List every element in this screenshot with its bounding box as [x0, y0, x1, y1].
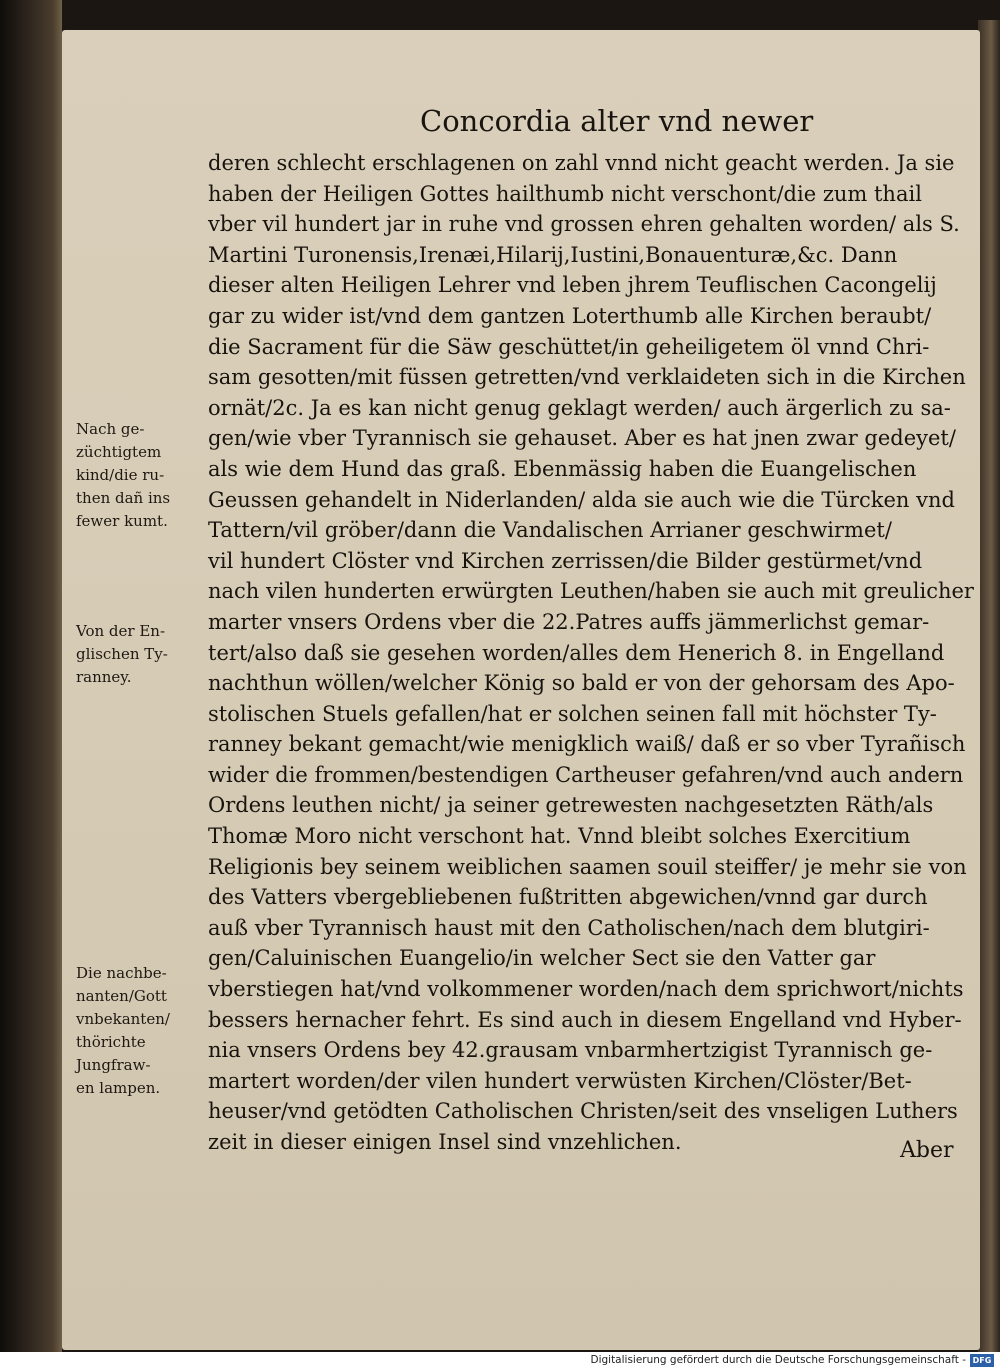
- text-line: ornät/2c. Ja es kan nicht genug geklagt werden/ auch ärgerlich zu sa-: [208, 395, 951, 420]
- text-line: sam gesotten/mit füssen getretten/vnd verklaideten sich in die Kirchen: [208, 365, 966, 390]
- margin-note-line: kind/die ru-: [76, 466, 165, 484]
- text-line: haben der Heiligen Gottes hailthumb nicht verschont/die zum thail: [208, 181, 922, 206]
- text-line: vil hundert Clöster vnd Kirchen zerrissen/die Bilder gestürmet/vnd: [208, 548, 923, 573]
- margin-note-line: Nach ge-: [76, 420, 145, 438]
- margin-note-1: [76, 418, 206, 533]
- text-line: des Vatters vbergebliebenen fußtritten abgewichen/vnnd gar durch: [208, 885, 928, 910]
- book-binding: [0, 0, 62, 1352]
- margin-note-line: vnbekanten/: [76, 1010, 170, 1028]
- text-line: marter vnsers Ordens vber die 22.Patres auffs jämmerlichst gemar-: [208, 609, 930, 634]
- text-line: deren schlecht erschlagenen on zahl vnnd nicht geacht werden. Ja sie: [208, 151, 955, 175]
- text-line: vberstiegen hat/vnd volkommener worden/nach dem sprichwort/nichts: [208, 977, 964, 1002]
- text-line: zeit in dieser einigen Insel sind vnzehlichen.: [208, 1130, 682, 1154]
- text-line: Ordens leuthen nicht/ ja seiner getrewesten nachgesetzten Räth/als: [208, 793, 934, 818]
- text-line: dieser alten Heiligen Lehrer vnd leben jhrem Teuflischen Cacongelij: [208, 273, 937, 298]
- catchword: Aber: [900, 1138, 954, 1163]
- margin-note-line: nanten/Gott: [76, 987, 167, 1005]
- margin-note-3: [76, 962, 206, 1100]
- body-text: [208, 148, 974, 1158]
- margin-note-line: then dañ ins: [76, 489, 171, 507]
- text-line: Tattern/vil gröber/dann die Vandalischen Arrianer geschwirmet/: [208, 518, 892, 543]
- text-line: wider die frommen/bestendigen Cartheuser gefahren/vnd auch andern: [208, 762, 964, 787]
- text-line: nia vnsers Ordens bey 42.grausam vnbarmhertzigist Tyrannisch ge-: [208, 1038, 933, 1063]
- text-line: stolischen Stuels gefallen/hat er solchen seinen fall mit höchster Ty-: [208, 701, 937, 726]
- text-line: Martini Turonensis,Irenæi,Hilarij,Iustini,Bonauenturæ,&c. Dann: [208, 242, 898, 267]
- text-line: heuser/vnd getödten Catholischen Christen/seit des vnseligen Luthers: [208, 1099, 958, 1124]
- text-line: als wie dem Hund das graß. Ebenmässig haben die Euangelischen: [208, 456, 917, 481]
- margin-note-line: en lampen.: [76, 1079, 161, 1097]
- text-line: Geussen gehandelt in Niderlanden/ alda sie auch wie die Türcken vnd: [208, 487, 955, 512]
- margin-note-line: fewer kumt.: [76, 512, 168, 530]
- margin-note-2: [76, 620, 206, 689]
- margin-note-line: thörichte: [76, 1033, 146, 1051]
- text-line: gen/Caluinischen Euangelio/in welcher Sect sie den Vatter gar: [208, 946, 876, 971]
- dfg-logo: DFG: [970, 1354, 994, 1367]
- margin-note-line: Jungfraw-: [76, 1056, 151, 1074]
- running-head: Concordia alter vnd newer: [420, 104, 814, 138]
- text-line: tert/also daß sie gesehen worden/alles dem Henerich 8. in Engelland: [208, 640, 945, 665]
- text-line: nachthun wöllen/welcher König so bald er von der gehorsam des Apo-: [208, 671, 955, 696]
- page-edge: [978, 20, 1000, 1352]
- margin-note-line: ranney.: [76, 668, 132, 686]
- text-line: gar zu wider ist/vnd dem gantzen Loterthumb alle Kirchen beraubt/: [208, 303, 932, 328]
- margin-note-line: Von der En-: [76, 622, 166, 640]
- margin-note-line: glischen Ty-: [76, 645, 168, 663]
- text-line: ranney bekant gemacht/wie menigklich waiß/ daß er so vber Tyrañisch: [208, 732, 966, 757]
- text-line: Religionis bey seinem weiblichen saamen souil steiffer/ je mehr sie von: [208, 854, 967, 879]
- text-line: martert worden/der vilen hundert verwüsten Kirchen/Clöster/Bet-: [208, 1068, 912, 1093]
- text-line: bessers hernacher fehrt. Es sind auch in diesem Engelland vnd Hyber-: [208, 1007, 962, 1032]
- funding-notice: Digitalisierung gefördert durch die Deutsche Forschungsgemeinschaft -: [590, 1354, 966, 1366]
- margin-note-line: züchtigtem: [76, 443, 162, 461]
- text-line: Thomæ Moro nicht verschont hat. Vnnd bleibt solches Exercitium: [208, 824, 911, 849]
- text-line: vber vil hundert jar in ruhe vnd grossen ehren gehalten worden/ als S.: [208, 212, 960, 237]
- margin-note-line: Die nachbe-: [76, 964, 167, 982]
- text-line: die Sacrament für die Säw geschüttet/in geheiligetem öl vnnd Chri-: [208, 334, 930, 359]
- text-line: gen/wie vber Tyrannisch sie gehauset. Aber es hat jnen zwar gedeyet/: [208, 426, 956, 451]
- text-line: auß vber Tyrannisch haust mit den Catholischen/nach dem blutgiri-: [208, 915, 930, 940]
- text-line: nach vilen hunderten erwürgten Leuthen/haben sie auch mit greulicher: [208, 579, 974, 604]
